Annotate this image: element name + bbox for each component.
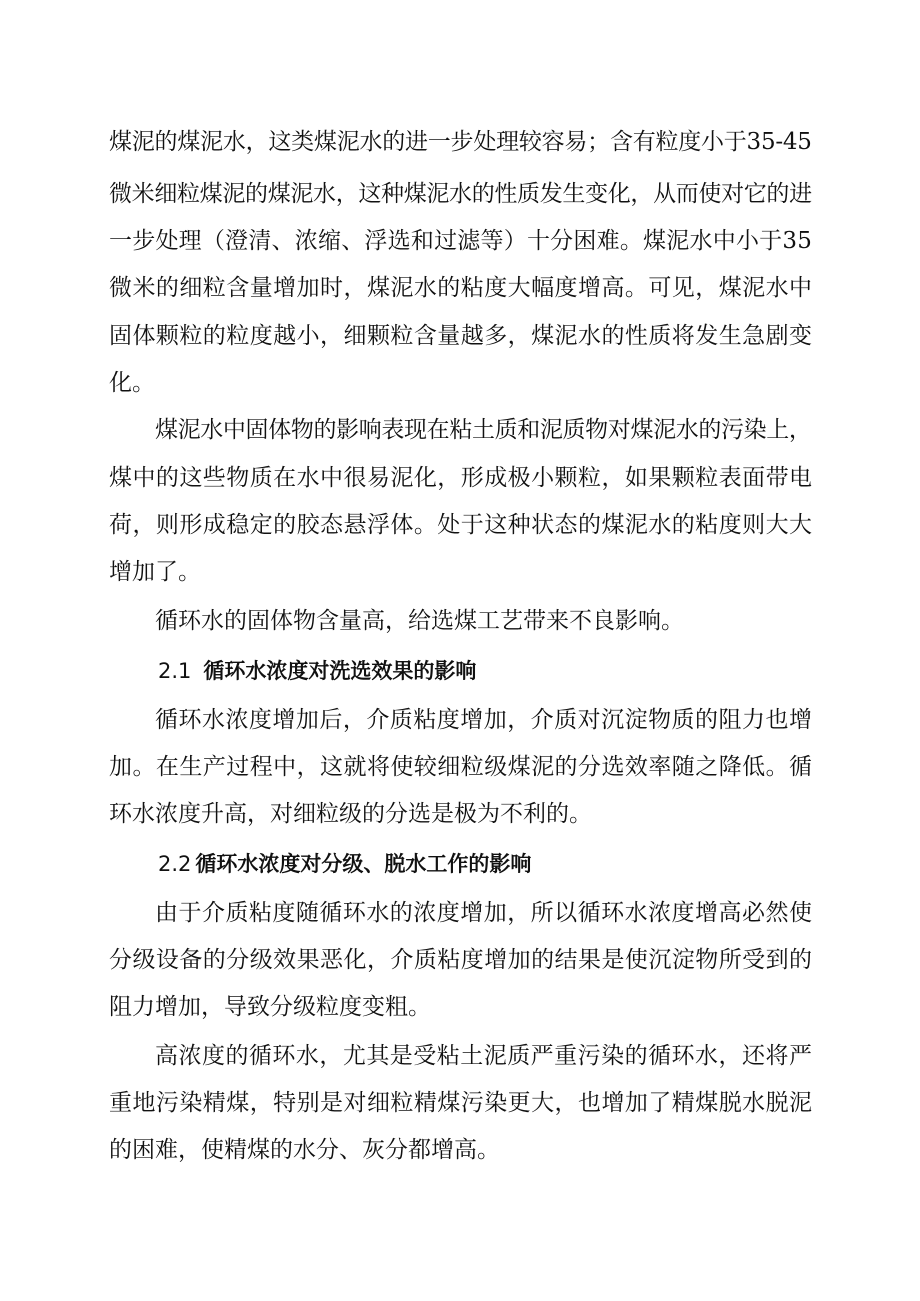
paragraph-line: 加。在生产过程中，这就将使较细粒级煤泥的分选效率随之降低。循 — [109, 754, 813, 780]
paragraph-line: 阻力增加，导致分级粒度变粗。 — [109, 994, 431, 1020]
paragraph-line: 微米的细粒含量增加时，煤泥水的粘度大幅度增高。可见，煤泥水中 — [109, 275, 813, 301]
section-number: 2.1 — [158, 659, 192, 683]
paragraph-line: 由于介质粘度随循环水的浓度增加，所以循环水浓度增高必然使 — [155, 900, 813, 926]
paragraph-line: 增加了。 — [109, 559, 201, 585]
paragraph-line: 煤泥的煤泥水，这类煤泥水的进一步处理较容易；含有粒度小于35-45 — [109, 129, 812, 155]
paragraph-line: 循环水浓度增加后，介质粘度增加，介质对沉淀物质的阻力也增 — [155, 707, 813, 733]
paragraph-line: 煤中的这些物质在水中很易泥化，形成极小颗粒，如果颗粒表面带电 — [109, 465, 813, 491]
paragraph-line: 环水浓度升高，对细粒级的分选是极为不利的。 — [109, 801, 592, 827]
paragraph-line: 固体颗粒的粒度越小，细颗粒含量越多，煤泥水的性质将发生急剧变 — [109, 323, 813, 349]
section-title: 循环水浓度对分级、脱水工作的影响 — [195, 852, 532, 876]
paragraph-line: 的困难，使精煤的水分、灰分都增高。 — [109, 1137, 500, 1163]
section-title: 循环水浓度对洗选效果的影响 — [203, 659, 477, 683]
paragraph-line: 循环水的固体物含量高，给选煤工艺带来不良影响。 — [155, 608, 684, 634]
section-number: 2.2 — [158, 852, 192, 876]
paragraph-line: 重地污染精煤，特别是对细粒精煤污染更大，也增加了精煤脱水脱泥 — [109, 1090, 813, 1116]
paragraph-line: 微米细粒煤泥的煤泥水，这种煤泥水的性质发生变化，从而使对它的进 — [109, 181, 812, 207]
paragraph-line: 煤泥水中固体物的影响表现在粘土质和泥质物对煤泥水的污染上， — [155, 417, 812, 443]
paragraph-line: 荷，则形成稳定的胶态悬浮体。处于这种状态的煤泥水的粘度则大大 — [109, 512, 813, 538]
paragraph-line: 一步处理（澄清、浓缩、浮选和过滤等）十分困难。煤泥水中小于35 — [109, 228, 813, 254]
paragraph-line: 分级设备的分级效果恶化，介质粘度增加的结果是使沉淀物所受到的 — [109, 947, 813, 973]
paragraph-line: 化。 — [109, 370, 155, 396]
paragraph-line: 高浓度的循环水，尤其是受粘土泥质严重污染的循环水，还将严 — [155, 1043, 813, 1069]
section-heading — [158, 849, 531, 879]
section-heading — [158, 656, 476, 686]
